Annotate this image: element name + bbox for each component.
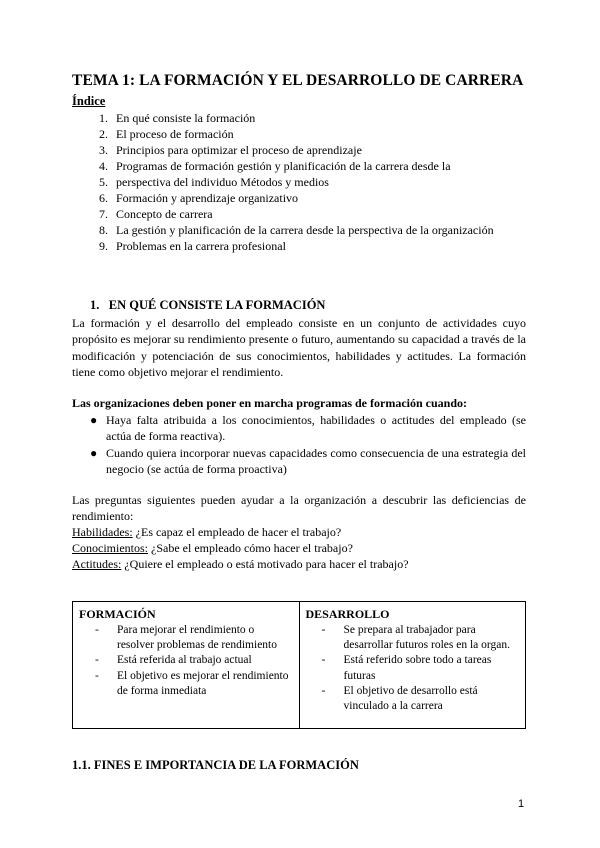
questions-intro-paragraph: Las preguntas siguientes pueden ayudar a la organización a descubrir las deficiencias de rendimiento: xyxy=(72,493,526,524)
dash-icon: - xyxy=(321,684,326,697)
toc-item xyxy=(90,174,494,190)
toc-number: 6. xyxy=(99,191,108,205)
toc-item xyxy=(90,110,494,126)
list-item xyxy=(90,412,526,445)
toc-item xyxy=(90,206,494,222)
toc-text: Formación y aprendizaje organizativo xyxy=(116,191,299,205)
question-text: ¿Sabe el empleado cómo hacer el trabajo? xyxy=(148,541,353,555)
toc-number: 8. xyxy=(99,223,108,237)
bullet-icon: ● xyxy=(90,445,98,460)
toc-number: 1. xyxy=(99,111,108,125)
bullet-icon: ● xyxy=(90,413,98,427)
list-item-text: El objetivo de desarrollo está vinculado a la carrera xyxy=(343,684,478,713)
toc-number: 5. xyxy=(99,175,108,189)
toc-item xyxy=(90,238,494,254)
toc-text: Concepto de carrera xyxy=(116,207,213,221)
list-item-text: Está referido sobre todo a tareas futuras xyxy=(343,654,492,682)
toc-number: 7. xyxy=(99,207,108,221)
toc-number: 2. xyxy=(99,127,108,141)
toc-number: 9. xyxy=(99,239,108,253)
conditions-list xyxy=(90,412,526,477)
toc-item xyxy=(90,222,494,238)
toc-text: Programas de formación gestión y planificación de la carrera desde la xyxy=(116,159,451,173)
page-number: 1 xyxy=(518,798,525,810)
dash-icon: - xyxy=(95,654,99,667)
toc-text: La gestión y planificación de la carrera desde la perspectiva de la organización xyxy=(116,223,494,237)
training-list xyxy=(79,623,293,699)
toc-item xyxy=(90,158,494,174)
list-item xyxy=(79,653,293,668)
document-title: TEMA 1: LA FORMACIÓN Y EL DESARROLLO DE CARRERA xyxy=(72,72,524,89)
index-heading: Índice xyxy=(72,94,106,108)
table-row xyxy=(73,602,526,729)
development-list xyxy=(306,623,520,714)
list-item xyxy=(306,684,520,714)
table-of-contents xyxy=(90,110,494,254)
toc-number: 4. xyxy=(99,159,108,173)
programs-subheading: Las organizaciones deben poner en marcha programas de formación cuando: xyxy=(72,396,467,410)
list-item xyxy=(306,623,520,653)
toc-text: perspectiva del individuo Métodos y medios xyxy=(116,175,329,189)
question-label: Habilidades: xyxy=(72,525,133,539)
list-item xyxy=(79,623,293,653)
dash-icon: - xyxy=(95,669,99,682)
toc-text: En qué consiste la formación xyxy=(116,111,256,125)
development-heading: DESARROLLO xyxy=(305,607,390,621)
question-text: ¿Quiere el empleado o está motivado para hacer el trabajo? xyxy=(121,557,409,571)
list-item-text: Haya falta atribuida a los conocimientos, habilidades o actitudes del empleado (se actúa de forma reactiva). xyxy=(106,413,526,444)
question-text: ¿Es capaz el empleado de hacer el trabajo? xyxy=(132,525,342,539)
dash-icon: - xyxy=(321,624,326,636)
section-1-heading: 1. EN QUÉ CONSISTE LA FORMACIÓN xyxy=(90,298,326,312)
section-1-paragraph: La formación y el desarrollo del empleado consiste en un conjunto de actividades cuyo propósito es mejorar su rendimiento presente o futuro, aumentando su capacidad a través de la modificación y potenciación de sus conocimientos, habilidades y actitudes. La formación tiene como objetivo mejorar el rendimiento. xyxy=(72,316,526,379)
list-item-text: El objetivo es mejorar el rendimiento de forma inmediata xyxy=(117,669,289,697)
question-knowledge xyxy=(72,540,353,556)
dash-icon: - xyxy=(95,624,99,636)
list-item-text: Está referida al trabajo actual xyxy=(117,654,252,667)
toc-text: El proceso de formación xyxy=(116,127,234,141)
list-item xyxy=(79,669,293,699)
question-skills xyxy=(72,524,341,540)
list-item-text: Para mejorar el rendimiento o resolver problemas de rendimiento xyxy=(117,624,277,652)
toc-text: Problemas en la carrera profesional xyxy=(116,239,286,253)
toc-item xyxy=(90,126,494,142)
toc-item xyxy=(90,142,494,158)
question-label: Actitudes: xyxy=(72,557,122,571)
toc-text: Principios para optimizar el proceso de aprendizaje xyxy=(116,143,362,157)
question-attitudes xyxy=(72,556,409,572)
training-cell xyxy=(73,602,300,729)
list-item xyxy=(90,445,526,478)
toc-item xyxy=(90,190,494,206)
list-item-text: Se prepara al trabajador para desarrollar futuros roles en la organ. xyxy=(343,624,510,652)
development-cell xyxy=(299,602,526,729)
list-item xyxy=(306,653,520,683)
toc-number: 3. xyxy=(99,143,108,157)
question-label: Conocimientos: xyxy=(72,541,148,555)
comparison-table xyxy=(72,601,526,729)
list-item-text: Cuando quiera incorporar nuevas capacidades como consecuencia de una estrategia del negocio (se actúa de forma proactiva) xyxy=(106,445,526,476)
training-heading: FORMACIÓN xyxy=(79,607,156,621)
section-1-1-heading: 1.1. FINES E IMPORTANCIA DE LA FORMACIÓN xyxy=(72,758,359,772)
dash-icon: - xyxy=(321,654,326,667)
